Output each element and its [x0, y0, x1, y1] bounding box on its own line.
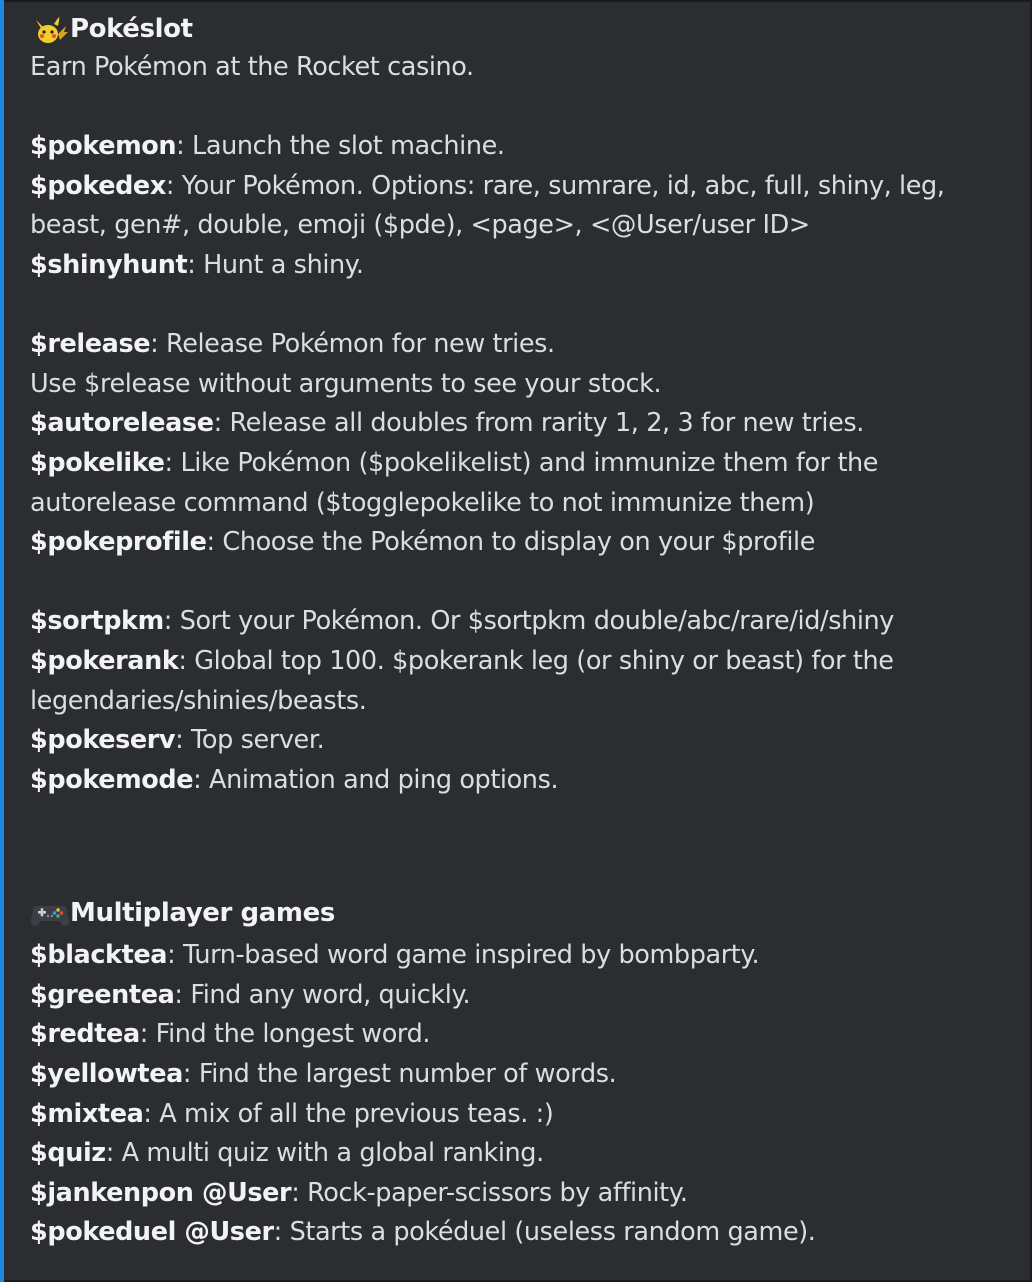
command-name: $quiz [30, 1138, 106, 1169]
command-description: : Global top 100. $pokerank leg (or shiny or beast) for the legendaries/shinies/beasts. [30, 645, 894, 716]
command-line [30, 365, 1020, 405]
command-line [30, 404, 1020, 444]
command-name: $redtea [30, 1019, 140, 1050]
command-name: $pokerank [30, 645, 179, 676]
pikachu-icon [30, 12, 70, 46]
pokeslot-title: Pokéslot [70, 14, 193, 44]
command-description: : Rock-paper-scissors by affinity. [291, 1177, 688, 1208]
command-name: $pokeserv [30, 725, 176, 756]
command-description: : Find the longest word. [139, 1019, 431, 1050]
game-controller-icon [30, 896, 70, 930]
embed-content [30, 10, 1020, 1253]
command-description: : Find any word, quickly. [174, 979, 471, 1010]
command-description: : Turn-based word game inspired by bombparty. [167, 940, 760, 971]
command-name: $pokeprofile [30, 527, 207, 558]
command-line [30, 167, 1020, 246]
command-name: $autorelease [30, 408, 214, 439]
command-line [30, 602, 1020, 642]
command-description: : Hunt a shiny. [187, 249, 364, 280]
command-name: $yellowtea [30, 1059, 183, 1090]
multiplayer-header [30, 894, 1020, 932]
command-description: : Release Pokémon for new tries. [150, 329, 555, 360]
command-line [30, 325, 1020, 365]
command-line [30, 936, 1020, 976]
command-line [30, 1095, 1020, 1135]
command-name: $sortpkm [30, 606, 164, 637]
command-line [30, 721, 1020, 761]
command-description: Use $release without arguments to see your stock. [30, 368, 662, 399]
spacer [30, 286, 1020, 326]
command-description: : Launch the slot machine. [176, 131, 505, 162]
command-description: : Your Pokémon. Options: rare, sumrare, id, abc, full, shiny, leg, beast, gen#, double, emoji ($pde), <page>, <@User/user ID> [30, 170, 945, 241]
command-line [30, 1055, 1020, 1095]
command-line [30, 1134, 1020, 1174]
command-line [30, 976, 1020, 1016]
command-description: : Find the largest number of words. [182, 1059, 617, 1090]
multiplayer-title: Multiplayer games [70, 898, 335, 929]
command-description: : Choose the Pokémon to display on your $profile [206, 527, 815, 558]
command-description: : A mix of all the previous teas. :) [143, 1098, 554, 1129]
command-description: : Sort your Pokémon. Or $sortpkm double/abc/rare/id/shiny [163, 606, 894, 637]
pokeslot-header [30, 10, 1020, 48]
command-line [30, 246, 1020, 286]
command-name: $greentea [30, 979, 175, 1010]
spacer [30, 88, 1020, 128]
command-name: $pokeduel @User [30, 1217, 274, 1248]
command-name: $pokemon [30, 131, 177, 162]
command-line [30, 1174, 1020, 1214]
command-line [30, 642, 1020, 721]
command-name: $release [30, 329, 151, 360]
command-description: : A multi quiz with a global ranking. [105, 1138, 544, 1169]
command-name: $blacktea [30, 940, 168, 971]
command-line [30, 444, 1020, 523]
command-name: $jankenpon @User [30, 1177, 292, 1208]
command-line [30, 761, 1020, 801]
command-description: : Release all doubles from rarity 1, 2, 3 for new tries. [213, 408, 864, 439]
command-line [30, 127, 1020, 167]
command-name: $mixtea [30, 1098, 144, 1129]
command-name: $pokedex [30, 170, 166, 201]
command-description: : Like Pokémon ($pokelikelist) and immunize them for the autorelease command ($togglepokelike to not immunize them) [30, 447, 879, 518]
command-name: $pokelike [30, 447, 165, 478]
command-description: : Top server. [175, 725, 325, 756]
command-line [30, 1213, 1020, 1253]
command-description: : Starts a pokéduel (useless random game). [273, 1217, 816, 1248]
pokeslot-intro: Earn Pokémon at the Rocket casino. [30, 52, 474, 82]
command-name: $pokemode [30, 764, 194, 795]
spacer [30, 563, 1020, 603]
command-line [30, 523, 1020, 563]
command-line [30, 1015, 1020, 1055]
section-spacer [30, 800, 1020, 878]
command-name: $shinyhunt [30, 249, 188, 280]
command-description: : Animation and ping options. [193, 764, 559, 795]
